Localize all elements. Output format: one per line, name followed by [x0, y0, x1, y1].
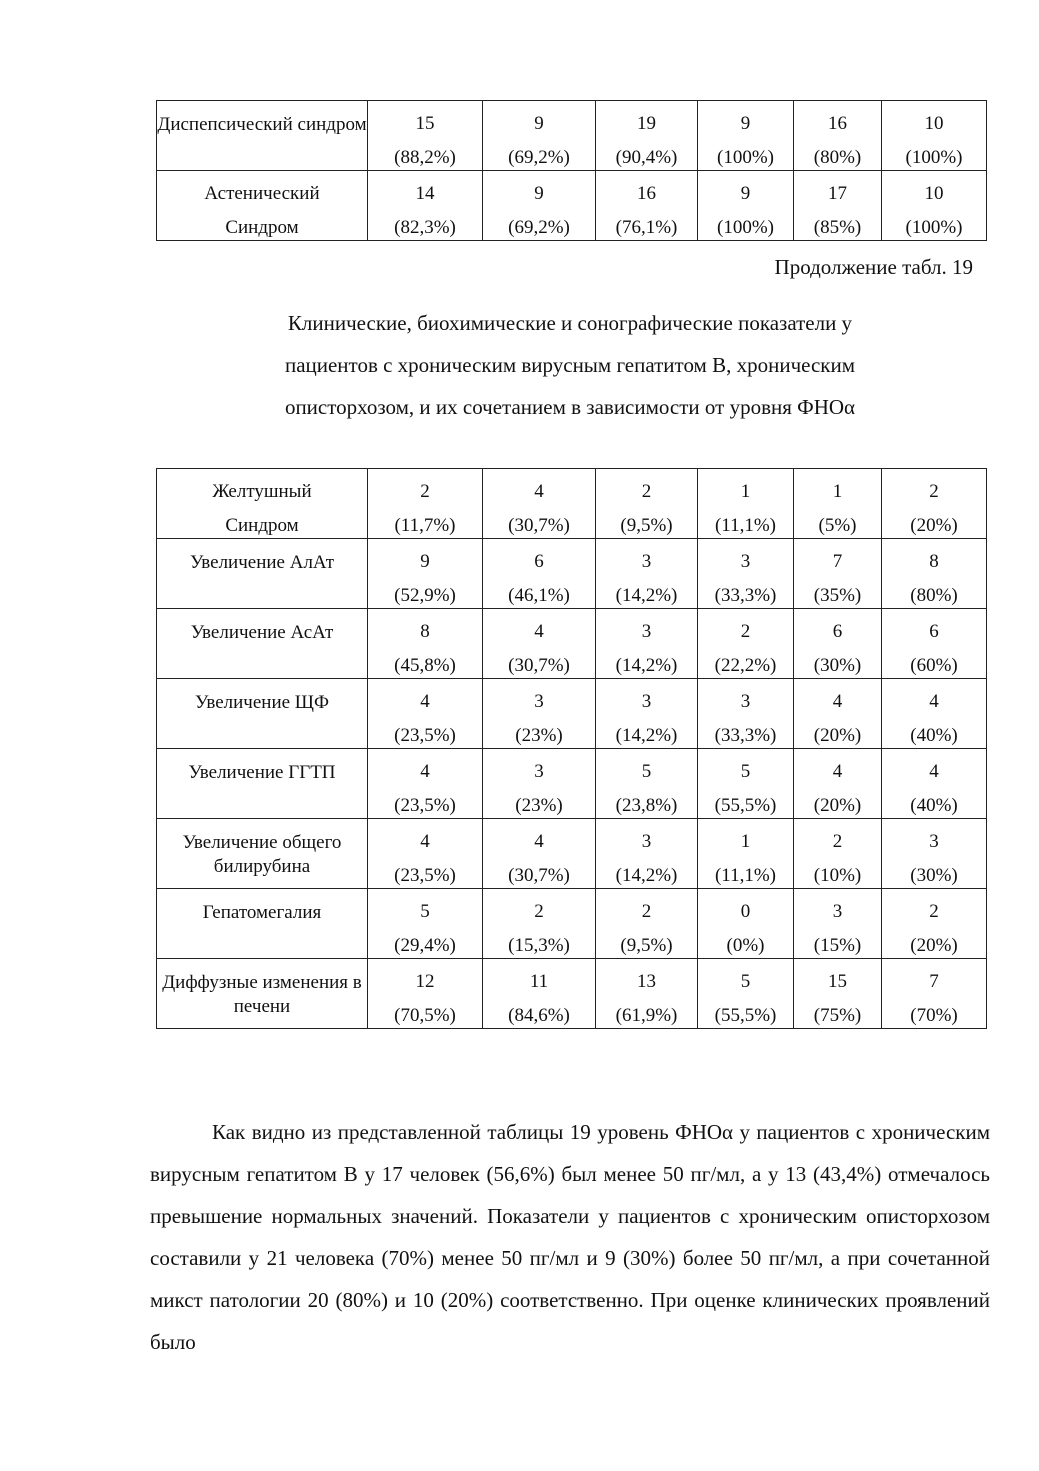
table-cell: 2 (9,5%): [596, 889, 698, 959]
table-cell: 2 (22,2%): [698, 609, 794, 679]
row-label: Желтушный Синдром: [157, 469, 368, 539]
table-cell: 11 (84,6%): [483, 959, 596, 1029]
table-cell: 4 (40%): [882, 749, 987, 819]
row-label: Диффузные изменения в печени: [157, 959, 368, 1029]
row-label: Диспепсический синдром: [157, 101, 368, 171]
table-cell: 2 (10%): [794, 819, 882, 889]
table-cell: 3 (23%): [483, 749, 596, 819]
table-cell: 9 (52,9%): [368, 539, 483, 609]
table-cell: 14 (82,3%): [368, 171, 483, 241]
table-cell: 4 (30,7%): [483, 819, 596, 889]
table-cell: 3 (14,2%): [596, 679, 698, 749]
table-cell: 15 (75%): [794, 959, 882, 1029]
table-cell: 9 (69,2%): [483, 171, 596, 241]
table-cell: 10 (100%): [882, 101, 987, 171]
table-cell: 4 (20%): [794, 679, 882, 749]
table-cell: 4 (23,5%): [368, 679, 483, 749]
table-cell: 8 (80%): [882, 539, 987, 609]
table-indicators: [156, 468, 987, 1029]
table-row: [157, 609, 987, 679]
row-label: Астенический Синдром: [157, 171, 368, 241]
table-cell: 2 (9,5%): [596, 469, 698, 539]
table-cell: 7 (70%): [882, 959, 987, 1029]
caption-line: Клинические, биохимические и сонографические показатели у: [287, 311, 853, 335]
table-cell: 5 (29,4%): [368, 889, 483, 959]
table-cell: 3 (33,3%): [698, 539, 794, 609]
table-cell: 1 (11,1%): [698, 819, 794, 889]
table-cell: 5 (23,8%): [596, 749, 698, 819]
table-cell: 5 (55,5%): [698, 749, 794, 819]
table-cell: 0 (0%): [698, 889, 794, 959]
row-label: Увеличение общего билирубина: [157, 819, 368, 889]
table-cell: 3 (23%): [483, 679, 596, 749]
table-cell: 1 (5%): [794, 469, 882, 539]
table-row: [157, 469, 987, 539]
table-cell: 19 (90,4%): [596, 101, 698, 171]
table-cell: 2 (11,7%): [368, 469, 483, 539]
table-cell: 6 (30%): [794, 609, 882, 679]
table-cell: 4 (30,7%): [483, 609, 596, 679]
table-row: [157, 101, 987, 171]
table-cell: 3 (15%): [794, 889, 882, 959]
table-cell: 16 (76,1%): [596, 171, 698, 241]
table-cell: 1 (11,1%): [698, 469, 794, 539]
table-cell: 12 (70,5%): [368, 959, 483, 1029]
table-cell: 9 (100%): [698, 171, 794, 241]
table-cell: 6 (46,1%): [483, 539, 596, 609]
table-cell: 4 (23,5%): [368, 749, 483, 819]
table-cell: 13 (61,9%): [596, 959, 698, 1029]
caption-line: описторхозом, и их сочетанием в зависимости от уровня ФНОα: [284, 395, 856, 419]
table-cell: 10 (100%): [882, 171, 987, 241]
table-row: [157, 679, 987, 749]
row-label: Увеличение ЩФ: [157, 679, 368, 749]
table-row: [157, 749, 987, 819]
row-label: Увеличение ГГТП: [157, 749, 368, 819]
table-cell: 2 (15,3%): [483, 889, 596, 959]
table-cell: 17 (85%): [794, 171, 882, 241]
table-row: [157, 171, 987, 241]
table-cell: 3 (14,2%): [596, 609, 698, 679]
table-cell: 2 (20%): [882, 889, 987, 959]
table-row: [157, 959, 987, 1029]
table-cell: 4 (40%): [882, 679, 987, 749]
table-row: [157, 819, 987, 889]
table-cell: 4 (23,5%): [368, 819, 483, 889]
table-cell: 6 (60%): [882, 609, 987, 679]
table-cell: 8 (45,8%): [368, 609, 483, 679]
table-cell: 3 (14,2%): [596, 819, 698, 889]
table-cell: 3 (14,2%): [596, 539, 698, 609]
row-label: Увеличение АсАт: [157, 609, 368, 679]
table-cell: 3 (30%): [882, 819, 987, 889]
table-cell: 16 (80%): [794, 101, 882, 171]
table-cell: 4 (30,7%): [483, 469, 596, 539]
table-continuation-top: [156, 100, 987, 241]
table-continuation-note: Продолжение табл. 19: [774, 255, 973, 279]
table-cell: 4 (20%): [794, 749, 882, 819]
table-cell: 9 (69,2%): [483, 101, 596, 171]
table-cell: 3 (33,3%): [698, 679, 794, 749]
table-row: [157, 889, 987, 959]
caption-line: пациентов с хроническим вирусным гепатитом В, хроническим: [284, 353, 856, 377]
row-label: Увеличение АлАт: [157, 539, 368, 609]
table-row: [157, 539, 987, 609]
row-label: Гепатомегалия: [157, 889, 368, 959]
table-cell: 7 (35%): [794, 539, 882, 609]
body-paragraph: Как видно из представленной таблицы 19 уровень ФНОα у пациентов с хроническим вирусным гепатитом В у 17 человек (56,6%) был менее 50 пг/мл, а у 13 (43,4%) отмечалось превышение нормальных значений. Показатели у пациентов с хроническим описторхозом составили у 21 человека (70%) менее 50 пг/мл и 9 (30%) более 50 пг/мл, а при сочетанной микст патологии 20 (80%) и 10 (20%) соответственно. При оценке клинических проявлений было: [150, 1120, 990, 1354]
table-cell: 5 (55,5%): [698, 959, 794, 1029]
table-cell: 15 (88,2%): [368, 101, 483, 171]
table-caption: [150, 302, 990, 428]
table-cell: 2 (20%): [882, 469, 987, 539]
table-cell: 9 (100%): [698, 101, 794, 171]
